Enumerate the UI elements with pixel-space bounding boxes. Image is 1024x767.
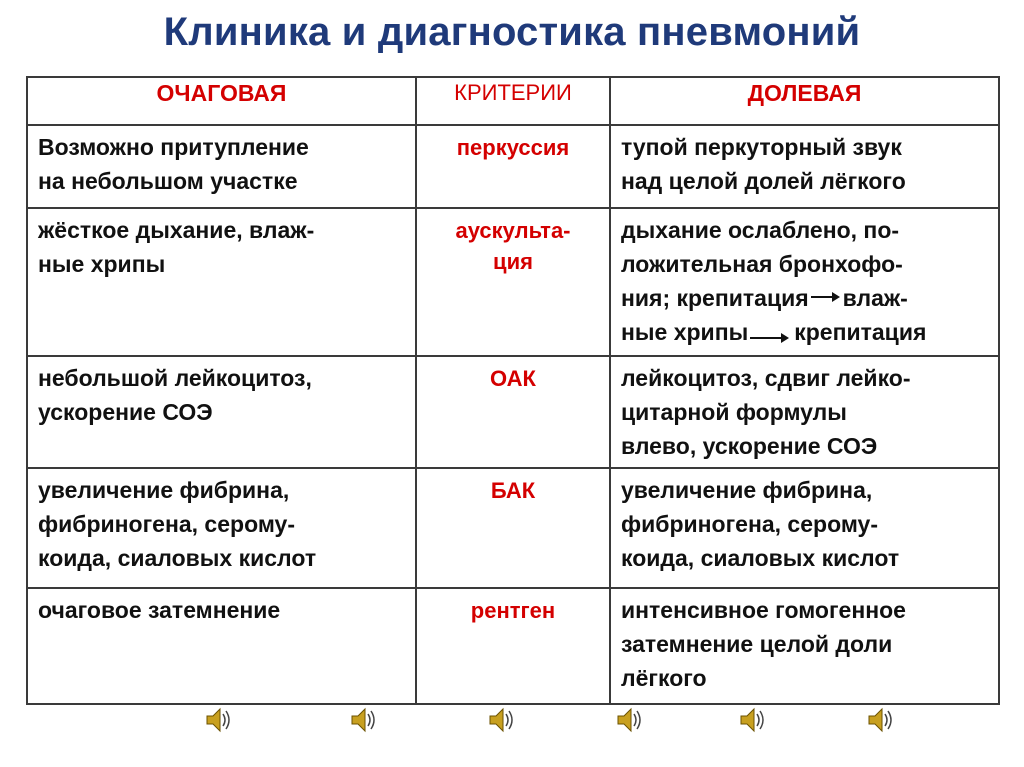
text-line: ускорение СОЭ bbox=[38, 399, 213, 425]
arrow-right-icon bbox=[750, 332, 788, 344]
text-line: фибриногена, серому- bbox=[38, 511, 295, 537]
text-line: Возможно притупление bbox=[38, 134, 309, 160]
text-line: очаговое затемнение bbox=[38, 597, 281, 623]
text-line: интенсивное гомогенное bbox=[621, 597, 906, 623]
criteria-label: ОАК bbox=[490, 366, 536, 391]
header-focal bbox=[27, 77, 416, 125]
text-line: тупой перкуторный звук bbox=[621, 134, 902, 160]
text-line: увеличение фибрина, bbox=[38, 477, 290, 503]
text-line: коида, сиаловых кислот bbox=[38, 545, 317, 571]
text-line: лёгкого bbox=[621, 665, 707, 691]
text-line bbox=[621, 281, 990, 315]
criteria-cell bbox=[416, 588, 610, 704]
criteria-cell bbox=[416, 125, 610, 208]
criteria-label: БАК bbox=[490, 478, 536, 503]
focal-cell bbox=[27, 208, 416, 356]
lobar-cell bbox=[610, 208, 999, 356]
text-line: цитарной формулы bbox=[621, 399, 847, 425]
speaker-sound-icon[interactable] bbox=[348, 704, 380, 736]
focal-cell bbox=[27, 588, 416, 704]
criteria-label: ция bbox=[493, 249, 533, 274]
header-criteria bbox=[416, 77, 610, 125]
criteria-label: перкуссия bbox=[456, 135, 570, 160]
header-focal-label: ОЧАГОВАЯ bbox=[156, 80, 287, 106]
lobar-cell bbox=[610, 588, 999, 704]
speaker-sound-icon[interactable] bbox=[614, 704, 646, 736]
lobar-cell bbox=[610, 468, 999, 588]
text-line: увеличение фибрина, bbox=[621, 477, 873, 503]
speaker-sound-icon[interactable] bbox=[865, 704, 897, 736]
slide-title: Клиника и диагностика пневмоний bbox=[163, 10, 861, 54]
text-line: жёсткое дыхание, влаж- bbox=[38, 217, 315, 243]
table-header-row bbox=[27, 77, 999, 125]
text-line: лейкоцитоз, сдвиг лейко- bbox=[621, 365, 911, 391]
text-line: затемнение целой доли bbox=[621, 631, 893, 657]
text-line: ные хрипы bbox=[38, 251, 166, 277]
header-lobar-label: ДОЛЕВАЯ bbox=[747, 80, 862, 106]
focal-cell bbox=[27, 125, 416, 208]
text-line: над целой долей лёгкого bbox=[621, 168, 906, 194]
table-row bbox=[27, 356, 999, 468]
text-line: небольшой лейкоцитоз, bbox=[38, 365, 312, 391]
lobar-cell bbox=[610, 356, 999, 468]
header-criteria-label: КРИТЕРИИ bbox=[454, 80, 572, 105]
speaker-sound-icon[interactable] bbox=[737, 704, 769, 736]
text-line: фибриногена, серому- bbox=[621, 511, 878, 537]
text-fragment: ные хрипы bbox=[621, 319, 749, 345]
text-line: ложительная бронхофо- bbox=[621, 251, 903, 277]
criteria-cell bbox=[416, 468, 610, 588]
focal-cell bbox=[27, 468, 416, 588]
text-line: влево, ускорение СОЭ bbox=[621, 433, 878, 459]
text-fragment: ния; крепитация bbox=[621, 285, 809, 311]
table-row bbox=[27, 125, 999, 208]
table-row bbox=[27, 208, 999, 356]
table-row bbox=[27, 468, 999, 588]
focal-cell bbox=[27, 356, 416, 468]
text-line: дыхание ослаблено, по- bbox=[621, 217, 900, 243]
text-fragment: влаж- bbox=[842, 285, 908, 311]
comparison-table bbox=[26, 76, 1000, 705]
criteria-label: рентген bbox=[470, 598, 556, 623]
table-row bbox=[27, 588, 999, 704]
text-fragment: крепитация bbox=[794, 319, 927, 345]
criteria-cell bbox=[416, 356, 610, 468]
text-line: на небольшом участке bbox=[38, 168, 298, 194]
speaker-sound-icon[interactable] bbox=[486, 704, 518, 736]
criteria-label: аускульта- bbox=[455, 218, 571, 243]
lobar-cell bbox=[610, 125, 999, 208]
arrow-right-icon bbox=[811, 291, 839, 303]
criteria-cell bbox=[416, 208, 610, 356]
text-line: коида, сиаловых кислот bbox=[621, 545, 900, 571]
text-line bbox=[621, 315, 990, 349]
speaker-sound-icon[interactable] bbox=[203, 704, 235, 736]
header-lobar bbox=[610, 77, 999, 125]
